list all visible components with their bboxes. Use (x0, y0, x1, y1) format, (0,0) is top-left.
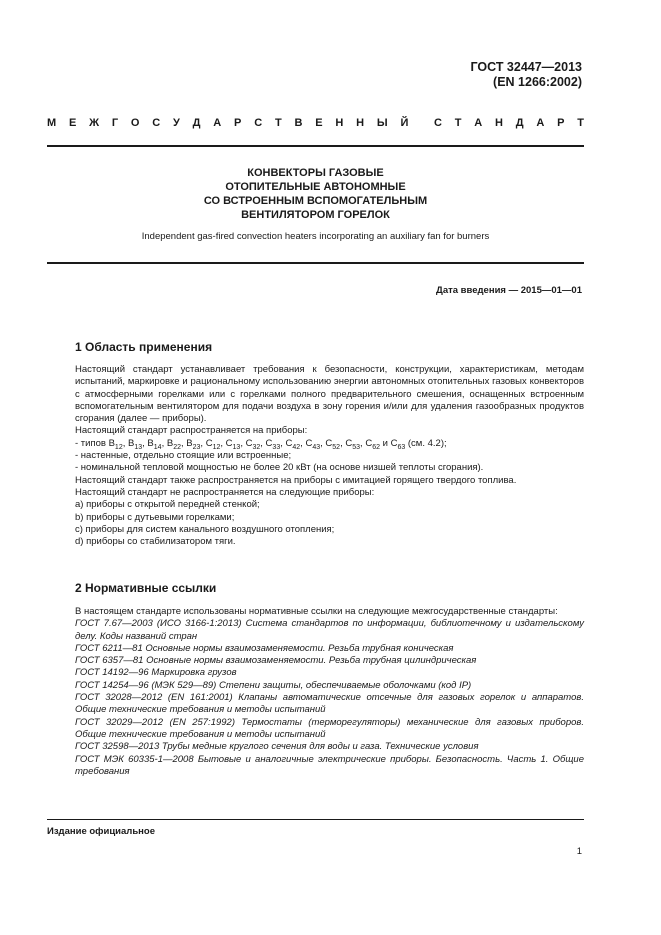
banner-letter: Д (515, 117, 524, 129)
banner-letter: Ы (376, 117, 388, 129)
appliance-type: $B_{12}$ (108, 437, 123, 451)
footer-divider (47, 819, 584, 820)
section-1-body (47, 364, 584, 548)
interstate-standard-banner (47, 117, 584, 129)
appliance-type: $C_{43}$ (305, 437, 321, 451)
title-line: СО ВСТРОЕННЫМ ВСПОМОГАТЕЛЬНЫМ (203, 195, 428, 207)
banner-letter: С (433, 117, 442, 129)
reference-item: ГОСТ 32598—2013 Трубы медные круглого сечения для воды и газа. Технические условия (75, 741, 479, 753)
reference-item: ГОСТ 6211—81 Основные нормы взаимозаменяемости. Резьба трубная коническая (75, 642, 454, 654)
paragraph: Настоящий стандарт распространяется на приборы: (75, 425, 308, 437)
banner-letter: Р (234, 117, 242, 129)
document-title (47, 166, 584, 222)
banner-letter: М (47, 117, 57, 129)
banner-letter: В (294, 117, 303, 129)
english-title: Independent gas-fired convection heaters incorporating an auxiliary fan for burners (141, 231, 490, 242)
standard-number (470, 60, 582, 90)
banner-letter: А (536, 117, 545, 129)
banner-letter: У (173, 117, 180, 129)
banner-letter: О (130, 117, 140, 129)
section-2-heading: 2 Нормативные ссылки (75, 581, 217, 595)
title-divider (47, 262, 584, 264)
appliance-type: $B_{14}$ (147, 437, 162, 451)
appliance-type: $C_{62}$ (365, 437, 380, 451)
paragraph: Настоящий стандарт устанавливает требования к безопасности, конструкции, характеристикам, методам испытаний, маркировке и рациональному использованию энергии автономных отопительных газовых конвекторов с атмосферными горелками или с горелками полного предварительного смешения, оснащенных встроенным вспомогательным вентилятором для подачи воздуха в зону горения и/или для удаления газообразных продуктов сгорания (далее — приборы). (75, 364, 584, 425)
appliance-type: $C_{42}$ (285, 437, 301, 451)
banner-letter: Р (557, 117, 565, 129)
title-line: КОНВЕКТОРЫ ГАЗОВЫЕ (247, 167, 384, 179)
banner-letter: Ж (89, 117, 100, 129)
bullet-item: - настенные, отдельно стоящие или встроенные; (75, 450, 292, 462)
page-number: 1 (576, 846, 582, 857)
list-item: c) приборы для систем канального воздушного отопления; (75, 523, 335, 535)
paragraph: Настоящий стандарт не распространяется на следующие приборы: (75, 486, 375, 498)
top-divider (47, 145, 584, 147)
list-item: b) приборы с дутьевыми горелками; (75, 511, 235, 523)
appliance-type: $C_{32}$ (245, 437, 261, 451)
reference-item: ГОСТ 6357—81 Основные нормы взаимозаменяемости. Резьба трубная цилиндрическая (75, 655, 477, 667)
official-edition-label: Издание официальное (47, 826, 155, 837)
banner-letter: Г (111, 117, 119, 129)
banner-letter: Е (315, 117, 323, 129)
banner-letter: А (474, 117, 483, 129)
appliance-type: $B_{22}$ (166, 437, 181, 451)
appliance-type: $B_{13}$ (128, 437, 143, 451)
introduction-date: Дата введения — 2015—01—01 (436, 285, 582, 296)
appliance-type: $C_{12}$ (205, 437, 221, 451)
bullet-item: - номинальной тепловой мощностью не более 20 кВт (на основе низшей теплоты сгорания). (75, 462, 484, 474)
list-item: d) приборы со стабилизатором тяги. (75, 536, 236, 548)
types-prefix: - типов (75, 437, 109, 449)
appliance-type: $C_{53}$ (345, 437, 361, 451)
section-1-heading: 1 Область применения (75, 340, 213, 354)
reference-item: ГОСТ 7.67—2003 (ИСО 3166-1:2013) Система стандартов по информации, библиотечному и издательскому делу. Коды названий стран (75, 618, 584, 642)
reference-item: ГОСТ МЭК 60335-1—2008 Бытовые и аналогичные электрические приборы. Безопасность. Часть 1. Общие требования (75, 753, 584, 777)
appliance-type: $C_{52}$ (325, 437, 341, 451)
banner-letter: Т (274, 117, 282, 129)
banner-letter: Т (454, 117, 462, 129)
section-2-body (47, 606, 584, 778)
types-list-item: - типов $B_{12}$, $B_{13}$, $B_{14}$, $B_{22}$, $B_{23}$, $C_{12}$, $C_{13}$, $C_{32}$, $C_{33}$, $C_{42}$, $C_{43}$, $C_{52}$, $C_{53}$, $C_{62}$ и $C_{63}$ (см. 4.2); (75, 437, 447, 451)
banner-letter: Е (68, 117, 77, 129)
gost-number: ГОСТ 32447—2013 (470, 60, 582, 74)
banner-letter: С (152, 117, 161, 129)
banner-letter: А (213, 117, 222, 129)
en-number: (EN 1266:2002) (493, 75, 582, 89)
reference-item: ГОСТ 32029—2012 (EN 257:1992) Термостаты (терморегуляторы) механические для газовых приборов. Общие технические требования и методы испытаний (75, 716, 584, 740)
banner-letter: Й (400, 117, 409, 129)
title-line: ВЕНТИЛЯТОРОМ ГОРЕЛОК (241, 209, 390, 221)
banner-letter: Т (577, 117, 584, 129)
reference-item: ГОСТ 14192—96 Маркировка грузов (75, 667, 237, 679)
paragraph: Настоящий стандарт также распространяется на приборы с имитацией горящего твердого топлива. (75, 474, 517, 486)
appliance-type: $C_{33}$ (265, 437, 281, 451)
appliance-type: $B_{23}$ (186, 437, 201, 451)
banner-letter: С (254, 117, 263, 129)
reference-item: ГОСТ 32028—2012 (EN 161:2001) Клапаны автоматические отсечные для газовых горелок и аппаратов. Общие технические требования и методы испытаний (75, 692, 584, 716)
banner-letter: Н (356, 117, 365, 129)
reference-item: ГОСТ 14254—96 (МЭК 529—89) Степени защиты, обеспечиваемые оболочками (код IP) (75, 679, 472, 691)
types-suffix: (см. 4.2); (407, 437, 447, 449)
banner-letter: Н (335, 117, 344, 129)
title-line: ОТОПИТЕЛЬНЫЕ АВТОНОМНЫЕ (225, 181, 406, 193)
appliance-type: $C_{63}$ (390, 437, 406, 451)
appliance-type: $C_{13}$ (225, 437, 241, 451)
banner-letter: Д (192, 117, 201, 129)
paragraph: В настоящем стандарте использованы нормативные ссылки на следующие межгосударственные стандарты: (75, 606, 558, 617)
list-item: a) приборы с открытой передней стенкой; (75, 499, 260, 511)
banner-letter: Н (494, 117, 503, 129)
